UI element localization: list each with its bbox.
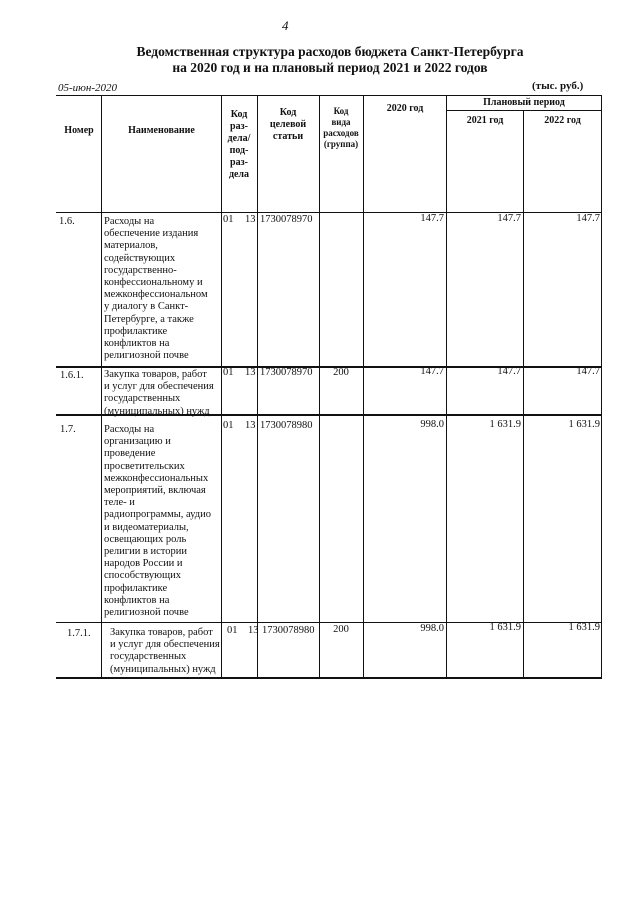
- row-name: Закупка товаров, работ и услуг для обеспечения государственных (муниципальных) нужд: [104, 369, 214, 417]
- row-target: 1730078980: [262, 625, 315, 636]
- row-2020: 998.0: [420, 623, 444, 634]
- document-title-line-1: Ведомственная структура расходов бюджета Санкт-Петербурга: [136, 44, 524, 59]
- row-number: 1.6.1.: [60, 370, 84, 381]
- row-target: 1730078970: [260, 214, 313, 225]
- row-2022: 1 631.9: [568, 419, 600, 430]
- row-number: 1.7.1.: [67, 628, 91, 639]
- row-subsection: 13: [245, 214, 256, 225]
- header-section: Код раз- дела/ под- раз- дела: [227, 109, 251, 180]
- row-target: 1730078970: [260, 367, 313, 378]
- header-2022: 2022 год: [544, 115, 581, 126]
- row-section: 01: [227, 625, 238, 636]
- row-2022: 1 631.9: [568, 622, 600, 633]
- row-type: 200: [333, 624, 349, 635]
- header-target: Код целевой статьи: [269, 107, 307, 142]
- row-name: Закупка товаров, работ и услуг для обеспечения государственных (муниципальных) нужд: [110, 627, 220, 675]
- header-name: Наименование: [128, 125, 195, 136]
- row-number: 1.7.: [60, 424, 76, 435]
- row-section: 01: [223, 214, 234, 225]
- page-number: 4: [282, 18, 289, 33]
- row-subsection: 13: [245, 420, 256, 431]
- row-2021: 1 631.9: [489, 419, 521, 430]
- row-2020: 998.0: [420, 419, 444, 430]
- header-type: Код вида расходов (группа): [323, 106, 359, 149]
- document-date: 05-июн-2020: [58, 82, 118, 94]
- row-section: 01: [223, 420, 234, 431]
- row-2021: 1 631.9: [489, 622, 521, 633]
- row-2020: 147.7: [420, 213, 444, 224]
- row-type: 200: [333, 367, 349, 378]
- row-2022: 147.7: [576, 213, 600, 224]
- row-target: 1730078980: [260, 420, 313, 431]
- header-number: Номер: [64, 125, 94, 136]
- header-2020: 2020 год: [386, 103, 424, 114]
- units-label: (тыс. руб.): [532, 80, 584, 92]
- document-title-line-2: на 2020 год и на плановый период 2021 и 2022 годов: [172, 60, 488, 75]
- row-2020: 147.7: [420, 366, 444, 377]
- row-name: Расходы на обеспечение издания материалов, содействующих государственно- конфессиональному и межконфессиональном у диалогу в Санкт- Петербурге, а также профилактике конфликтов на религиозной почве: [104, 216, 208, 362]
- row-2021: 147.7: [497, 213, 521, 224]
- row-number: 1.6.: [59, 216, 75, 227]
- row-2021: 147.7: [497, 366, 521, 377]
- header-planned-period: Плановый период: [483, 97, 565, 108]
- row-subsection: 13: [248, 625, 259, 636]
- row-section: 01: [223, 367, 234, 378]
- row-2022: 147.7: [576, 366, 600, 377]
- row-subsection: 13: [245, 367, 256, 378]
- row-name: Расходы на организацию и проведение просветительских межконфессиональных мероприятий, включая теле- и радиопрограммы, аудио и видеоматериалы, освещающих роль религии в истории народов России и способствующих профилактике конфликтов на религиозной почве: [104, 424, 211, 619]
- header-2021: 2021 год: [466, 115, 504, 126]
